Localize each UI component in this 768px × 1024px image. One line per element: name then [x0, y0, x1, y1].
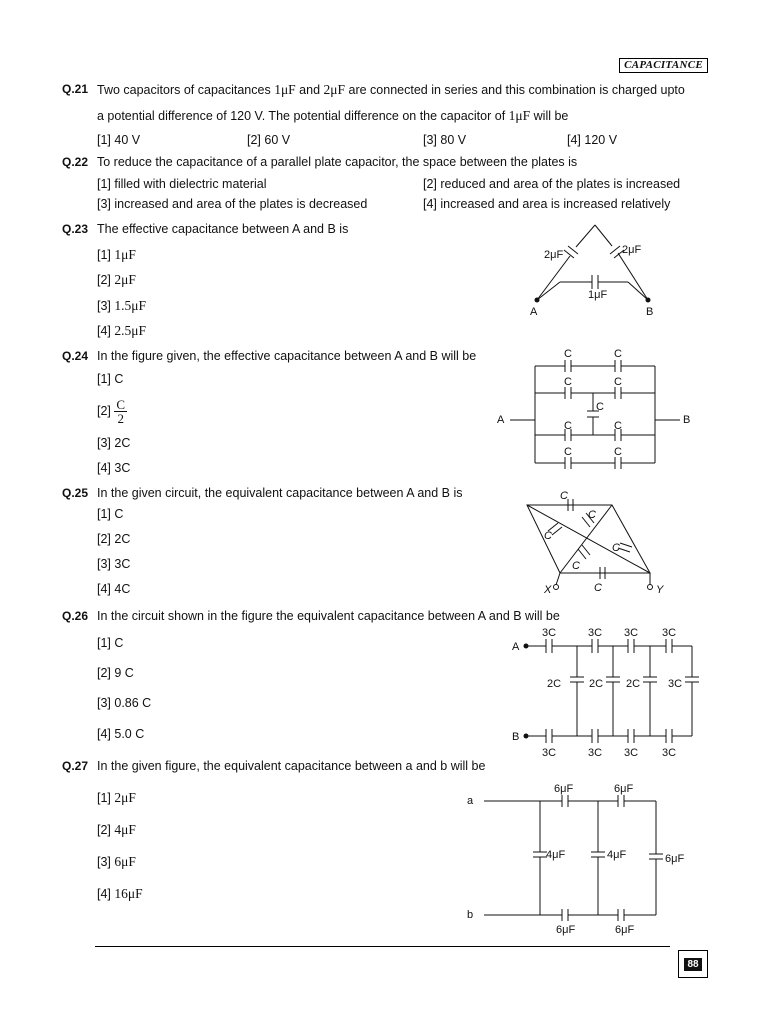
node-label: X — [544, 584, 552, 596]
capacitor-label: 4μF — [607, 849, 627, 861]
capacitor-label: 2C — [547, 678, 562, 690]
capacitor-label: 1μF — [588, 289, 608, 301]
capacitor-label: 4μF — [546, 849, 566, 861]
capacitor-label: C — [588, 509, 596, 521]
question-text: To reduce the capacitance of a parallel plate capacitor, the space between the plates is — [97, 155, 578, 169]
capacitor-label: C — [572, 560, 580, 572]
capacitor-label: C — [564, 446, 572, 458]
option: [4] increased and area is increased relatively — [423, 197, 671, 211]
capacitor-label: 6μF — [556, 924, 576, 936]
question-number: Q.25 — [62, 486, 89, 500]
option: [2] 2C — [97, 532, 131, 546]
question-number: Q.27 — [62, 759, 89, 773]
question-text: The effective capacitance between A and B is — [97, 222, 349, 236]
option: [3] 6μF — [97, 854, 136, 869]
option: [3] 1.5μF — [97, 298, 147, 313]
capacitor-label: 6μF — [614, 783, 634, 795]
capacitor-label: 3C — [588, 747, 603, 759]
capacitor-label: C — [564, 420, 572, 432]
question-text: In the circuit shown in the figure the equivalent capacitance between A and B will be — [97, 609, 560, 623]
capacitor-label: 2C — [626, 678, 641, 690]
node-label: b — [467, 909, 474, 921]
node-label: A — [530, 306, 538, 318]
option: [4] 5.0 C — [97, 727, 145, 741]
question-number: Q.23 — [62, 222, 89, 236]
option: [1] C — [97, 372, 124, 386]
option: [2] $\frac{C}{2}$ — [97, 397, 126, 426]
option: [2] 60 V — [247, 133, 291, 147]
node-label: a — [467, 795, 474, 807]
option: [1] filled with dielectric material — [97, 177, 267, 191]
option: [3] 3C — [97, 557, 131, 571]
page-number: 88 — [684, 958, 701, 971]
q25-circuit-diagram — [520, 485, 670, 600]
question-text: In the given figure, the equivalent capacitance between a and b will be — [97, 759, 486, 773]
option: [3] increased and area of the plates is decreased — [97, 197, 368, 211]
question-text: Two capacitors of capacitances 1μF and 2μF are connected in series and this combination is charged upto — [97, 82, 685, 97]
capacitor-label: C — [614, 420, 622, 432]
option: [3] 2C — [97, 436, 131, 450]
capacitor-label: 3C — [624, 747, 639, 759]
capacitor-label: C — [564, 376, 572, 388]
node-label: B — [512, 731, 520, 743]
section-header: CAPACITANCE — [619, 58, 708, 73]
capacitor-label: C — [614, 348, 622, 360]
question-number: Q.22 — [62, 155, 89, 169]
capacitor-label: C — [614, 446, 622, 458]
question-number: Q.21 — [62, 82, 89, 96]
question-text: a potential difference of 120 V. The potential difference on the capacitor of 1μF will be — [97, 108, 569, 123]
option: [4] 3C — [97, 461, 131, 475]
capacitor-label: C — [564, 348, 572, 360]
option: [4] 4C — [97, 582, 131, 596]
capacitor-label: 3C — [668, 678, 683, 690]
option: [2] 9 C — [97, 666, 134, 680]
capacitor-label: 3C — [624, 627, 639, 639]
option: [3] 0.86 C — [97, 696, 152, 710]
node-label: B — [646, 306, 654, 318]
option: [2] reduced and area of the plates is increased — [423, 177, 681, 191]
option: [2] 2μF — [97, 272, 136, 287]
capacitor-label: 6μF — [665, 853, 685, 865]
capacitor-label: 6μF — [615, 924, 635, 936]
node-label: A — [512, 641, 520, 653]
option: [2] 4μF — [97, 822, 136, 837]
option: [1] 40 V — [97, 133, 141, 147]
option: [4] 2.5μF — [97, 323, 147, 338]
capacitor-label: 3C — [588, 627, 603, 639]
question-number: Q.24 — [62, 349, 89, 363]
capacitor-label: C — [614, 376, 622, 388]
node-label: B — [683, 414, 691, 426]
q26-circuit-diagram — [510, 624, 710, 764]
capacitor-label: C — [560, 490, 568, 502]
option: [1] C — [97, 507, 124, 521]
page-number-box — [678, 950, 708, 978]
option: [3] 80 V — [423, 133, 467, 147]
q24-circuit-diagram — [495, 345, 695, 470]
node-label: Y — [656, 584, 664, 596]
capacitor-label: 3C — [542, 747, 557, 759]
q27-circuit-diagram — [462, 776, 702, 941]
capacitor-label: 3C — [662, 747, 677, 759]
node-label: A — [497, 414, 505, 426]
option: [4] 16μF — [97, 886, 143, 901]
capacitor-label: C — [594, 582, 602, 594]
option: [4] 120 V — [567, 133, 618, 147]
capacitor-label: 2C — [589, 678, 604, 690]
capacitor-label: 2μF — [622, 244, 642, 256]
question-text: In the given circuit, the equivalent capacitance between A and B is — [97, 486, 463, 500]
capacitor-label: 3C — [542, 627, 557, 639]
capacitor-label: 3C — [662, 627, 677, 639]
option: [1] 1μF — [97, 247, 136, 262]
footer-rule — [95, 946, 670, 947]
capacitor-label: C — [544, 530, 552, 542]
capacitor-label: C — [612, 542, 620, 554]
q23-circuit-diagram — [520, 220, 670, 320]
capacitor-label: 2μF — [544, 249, 564, 261]
option: [1] C — [97, 636, 124, 650]
capacitor-label: C — [596, 401, 604, 413]
capacitor-label: 6μF — [554, 783, 574, 795]
question-text: In the figure given, the effective capacitance between A and B will be — [97, 349, 477, 363]
option: [1] 2μF — [97, 790, 136, 805]
question-number: Q.26 — [62, 609, 89, 623]
